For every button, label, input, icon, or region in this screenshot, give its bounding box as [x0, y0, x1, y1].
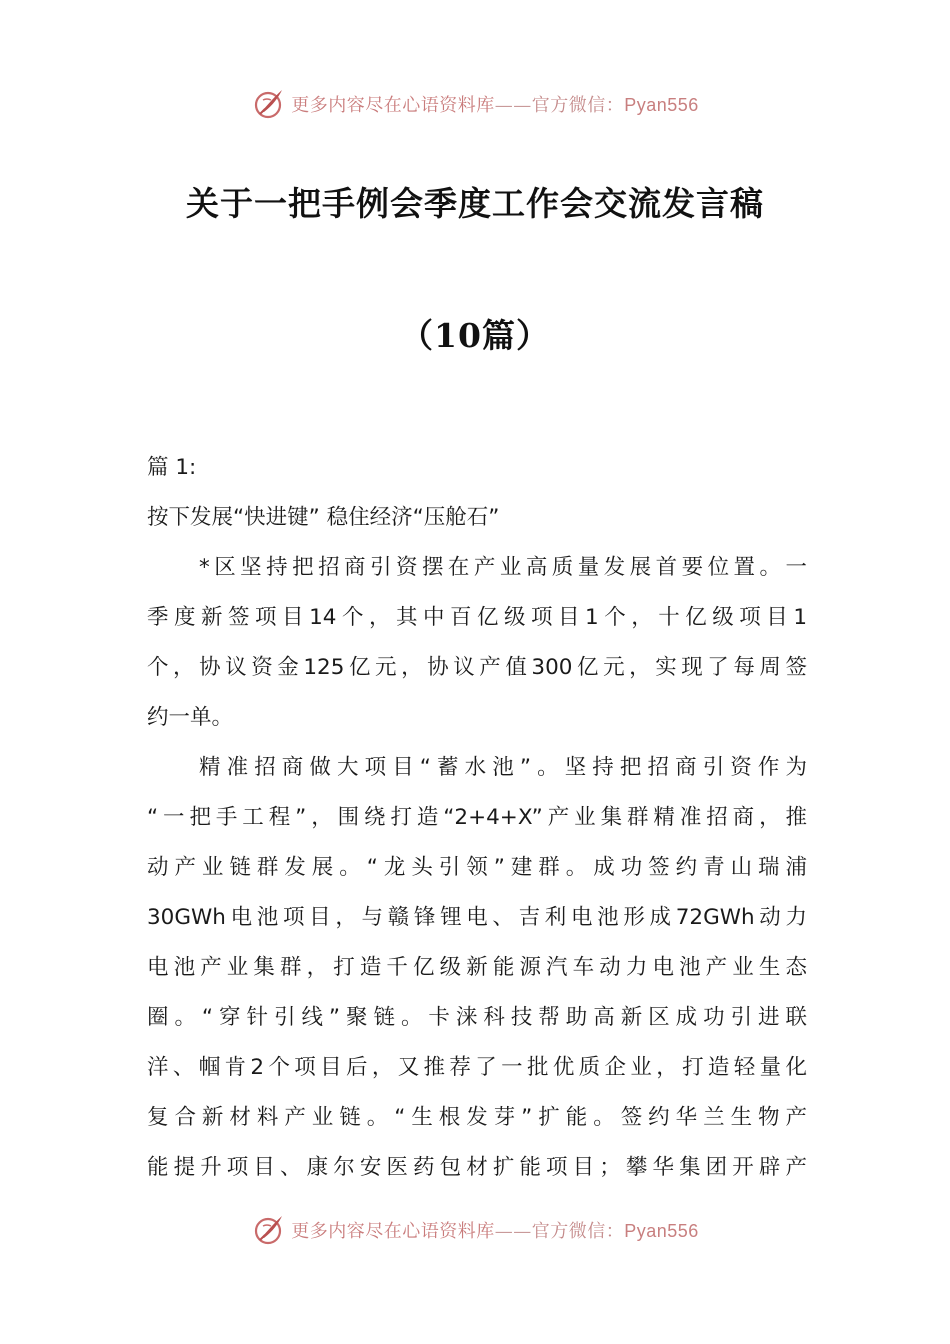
watermark-separator: — [494, 1221, 514, 1242]
paragraph-line: 精准招商做大项目“蓄水池”。坚持把招商引资作为 [199, 755, 807, 780]
document-title: 关于一把手例会季度工作会交流发言稿 [186, 184, 764, 223]
paragraph-line: 电池产业集群，打造千亿级新能源汽车动力电池产业生态 [147, 955, 807, 980]
paragraph-line: “一把手工程”，围绕打造“2+4+X”产业集群精准招商，推 [147, 805, 807, 830]
section-label: 篇 1: [147, 455, 197, 480]
top-watermark [0, 84, 950, 124]
document-body [147, 443, 807, 1193]
watermark-label: 官方微信： [531, 1221, 625, 1242]
paragraph-line: 洋、帼肯2个项目后，又推荐了一批优质企业，打造轻量化 [147, 1055, 807, 1080]
paragraph-line: 30GWh电池项目，与赣锋锂电、吉利电池形成72GWh动力 [147, 905, 807, 930]
watermark-label: 官方微信： [531, 95, 625, 116]
watermark-separator: — [494, 95, 514, 116]
paragraph-line: 圈。“穿针引线”聚链。卡涞科技帮助高新区成功引进联 [147, 1005, 807, 1030]
quill-logo-icon [251, 86, 287, 122]
section-heading: 按下发展“快进键” 稳住经济“压舱石” [147, 505, 500, 530]
document-subtitle: （10篇） [400, 316, 550, 355]
paragraph-line: 季度新签项目14个，其中百亿级项目1个，十亿级项目1 [147, 605, 807, 630]
paragraph-line: 复合新材料产业链。“生根发芽”扩能。签约华兰生物产 [147, 1105, 807, 1130]
paragraph-line: 约一单。 [147, 705, 234, 730]
watermark-separator-2: — [513, 1221, 532, 1242]
watermark-account: Pyan556 [624, 1221, 699, 1241]
paragraph-line: 个，协议资金125亿元，协议产值300亿元，实现了每周签 [147, 655, 807, 680]
quill-logo-icon [251, 1212, 287, 1248]
watermark-separator-2: — [513, 95, 532, 116]
watermark-text: 更多内容尽在心语资料库 [291, 95, 495, 116]
paragraph-line: 动产业链群发展。“龙头引领”建群。成功签约青山瑞浦 [147, 855, 807, 880]
paragraph-2 [147, 743, 807, 1193]
bottom-watermark [0, 1210, 950, 1250]
paragraph-line: 能提升项目、康尔安医药包材扩能项目；攀华集团开辟产 [147, 1155, 807, 1180]
paragraph-line: *区坚持把招商引资摆在产业高质量发展首要位置。一 [199, 555, 807, 580]
watermark-account: Pyan556 [624, 95, 699, 115]
watermark-text: 更多内容尽在心语资料库 [291, 1221, 495, 1242]
paragraph-1 [147, 543, 807, 743]
